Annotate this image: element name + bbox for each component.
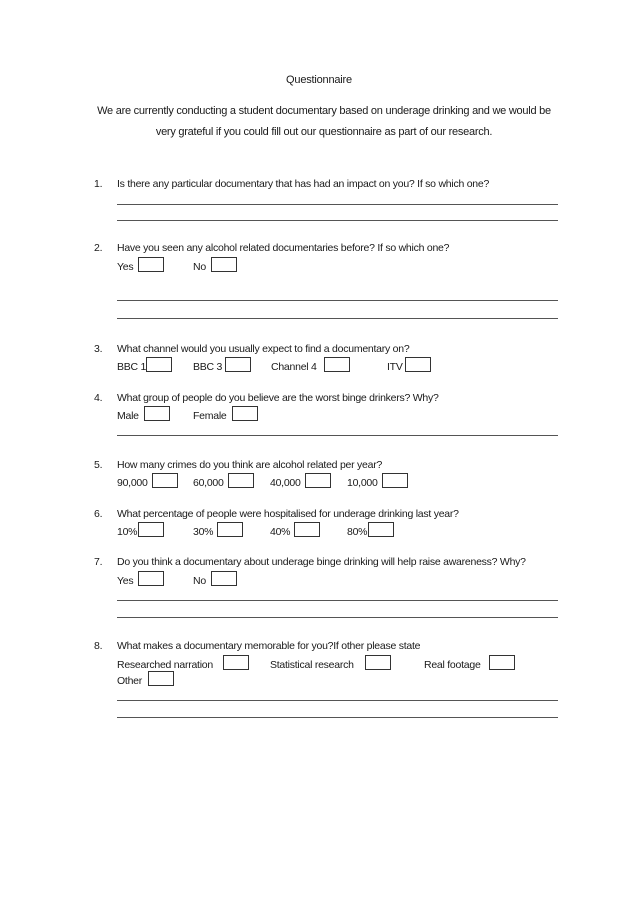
option-real-footage <box>424 657 481 673</box>
option-label: No <box>193 575 206 587</box>
checkbox-yes[interactable] <box>138 257 164 272</box>
option-label: Yes <box>117 575 134 587</box>
option-label: Female <box>193 410 227 422</box>
option-other <box>117 673 142 689</box>
option-statistical-research <box>270 657 354 673</box>
checkbox-40pct[interactable] <box>294 522 320 537</box>
answer-line[interactable] <box>117 220 558 221</box>
answer-line[interactable] <box>117 700 558 701</box>
question-number: 6. <box>94 508 103 520</box>
options-row <box>117 408 567 424</box>
option-yes <box>117 259 133 275</box>
checkbox-90000[interactable] <box>152 473 178 488</box>
question-text: What percentage of people were hospitalised for underage drinking last year? <box>117 508 459 520</box>
option-80pct <box>347 524 367 540</box>
checkbox-researched-narration[interactable] <box>223 655 249 670</box>
option-label: 10,000 <box>347 477 378 489</box>
option-no <box>193 259 206 275</box>
checkbox-60000[interactable] <box>228 473 254 488</box>
option-label: 40,000 <box>270 477 301 489</box>
checkbox-other[interactable] <box>148 671 174 686</box>
option-label: Channel 4 <box>271 361 317 373</box>
option-bbc1 <box>117 359 146 375</box>
options-row <box>117 359 567 375</box>
answer-line[interactable] <box>117 300 558 301</box>
question-number: 1. <box>94 178 103 190</box>
option-10000 <box>347 475 378 491</box>
option-label: BBC 3 <box>193 361 223 373</box>
option-itv <box>387 359 403 375</box>
question-text: What group of people do you believe are the worst binge drinkers? Why? <box>117 392 439 404</box>
checkbox-bbc1[interactable] <box>146 357 172 372</box>
option-yes <box>117 573 133 589</box>
checkbox-itv[interactable] <box>405 357 431 372</box>
option-channel4 <box>271 359 317 375</box>
question-number: 3. <box>94 343 103 355</box>
option-40pct <box>270 524 290 540</box>
question-text: What makes a documentary memorable for you?If other please state <box>117 640 421 652</box>
checkbox-yes[interactable] <box>138 571 164 586</box>
option-60000 <box>193 475 224 491</box>
checkbox-40000[interactable] <box>305 473 331 488</box>
option-label: No <box>193 261 206 273</box>
question-text: Is there any particular documentary that has had an impact on you? If so which one? <box>117 178 490 190</box>
option-90000 <box>117 475 148 491</box>
option-10pct <box>117 524 137 540</box>
option-female <box>193 408 227 424</box>
question-number: 2. <box>94 242 103 254</box>
option-label: Yes <box>117 261 134 273</box>
answer-line[interactable] <box>117 435 558 436</box>
option-bbc3 <box>193 359 222 375</box>
option-40000 <box>270 475 301 491</box>
question-text: Do you think a documentary about underage binge drinking will help raise awareness? Why? <box>117 556 526 568</box>
option-label: 60,000 <box>193 477 224 489</box>
question-number: 7. <box>94 556 103 568</box>
option-label: ITV <box>387 361 403 373</box>
option-30pct <box>193 524 213 540</box>
answer-line[interactable] <box>117 600 558 601</box>
question-number: 4. <box>94 392 103 404</box>
question-text: What channel would you usually expect to find a documentary on? <box>117 343 410 355</box>
checkbox-10pct[interactable] <box>138 522 164 537</box>
options-row <box>117 573 567 589</box>
options-row <box>117 259 567 275</box>
answer-line[interactable] <box>117 318 558 319</box>
option-label: BBC 1 <box>117 361 147 373</box>
option-label: 80% <box>347 526 368 538</box>
options-row <box>117 524 567 540</box>
options-row <box>117 657 567 673</box>
checkbox-channel4[interactable] <box>324 357 350 372</box>
checkbox-30pct[interactable] <box>217 522 243 537</box>
option-male <box>117 408 139 424</box>
option-label: 10% <box>117 526 138 538</box>
option-label: 40% <box>270 526 291 538</box>
answer-line[interactable] <box>117 717 558 718</box>
option-label: 30% <box>193 526 214 538</box>
checkbox-real-footage[interactable] <box>489 655 515 670</box>
question-number: 8. <box>94 640 103 652</box>
answer-line[interactable] <box>117 204 558 205</box>
checkbox-no[interactable] <box>211 571 237 586</box>
option-label: Real footage <box>424 659 481 671</box>
page-title: Questionnaire <box>286 74 352 86</box>
checkbox-statistical-research[interactable] <box>365 655 391 670</box>
options-row <box>117 475 567 491</box>
option-label: Statistical research <box>270 659 354 671</box>
checkbox-no[interactable] <box>211 257 237 272</box>
question-text: How many crimes do you think are alcohol related per year? <box>117 459 383 471</box>
option-no <box>193 573 206 589</box>
checkbox-bbc3[interactable] <box>225 357 251 372</box>
option-label: Male <box>117 410 139 422</box>
answer-line[interactable] <box>117 617 558 618</box>
intro-paragraph: We are currently conducting a student documentary based on underage drinking and we would be very grateful if you could fill out our questionnaire as part of our research. <box>97 105 551 138</box>
options-row <box>117 673 567 689</box>
question-number: 5. <box>94 459 103 471</box>
checkbox-10000[interactable] <box>382 473 408 488</box>
checkbox-male[interactable] <box>144 406 170 421</box>
option-label: Researched narration <box>117 659 213 671</box>
checkbox-female[interactable] <box>232 406 258 421</box>
option-label: Other <box>117 675 143 687</box>
question-text: Have you seen any alcohol related documentaries before? If so which one? <box>117 242 450 254</box>
checkbox-80pct[interactable] <box>368 522 394 537</box>
option-label: 90,000 <box>117 477 148 489</box>
